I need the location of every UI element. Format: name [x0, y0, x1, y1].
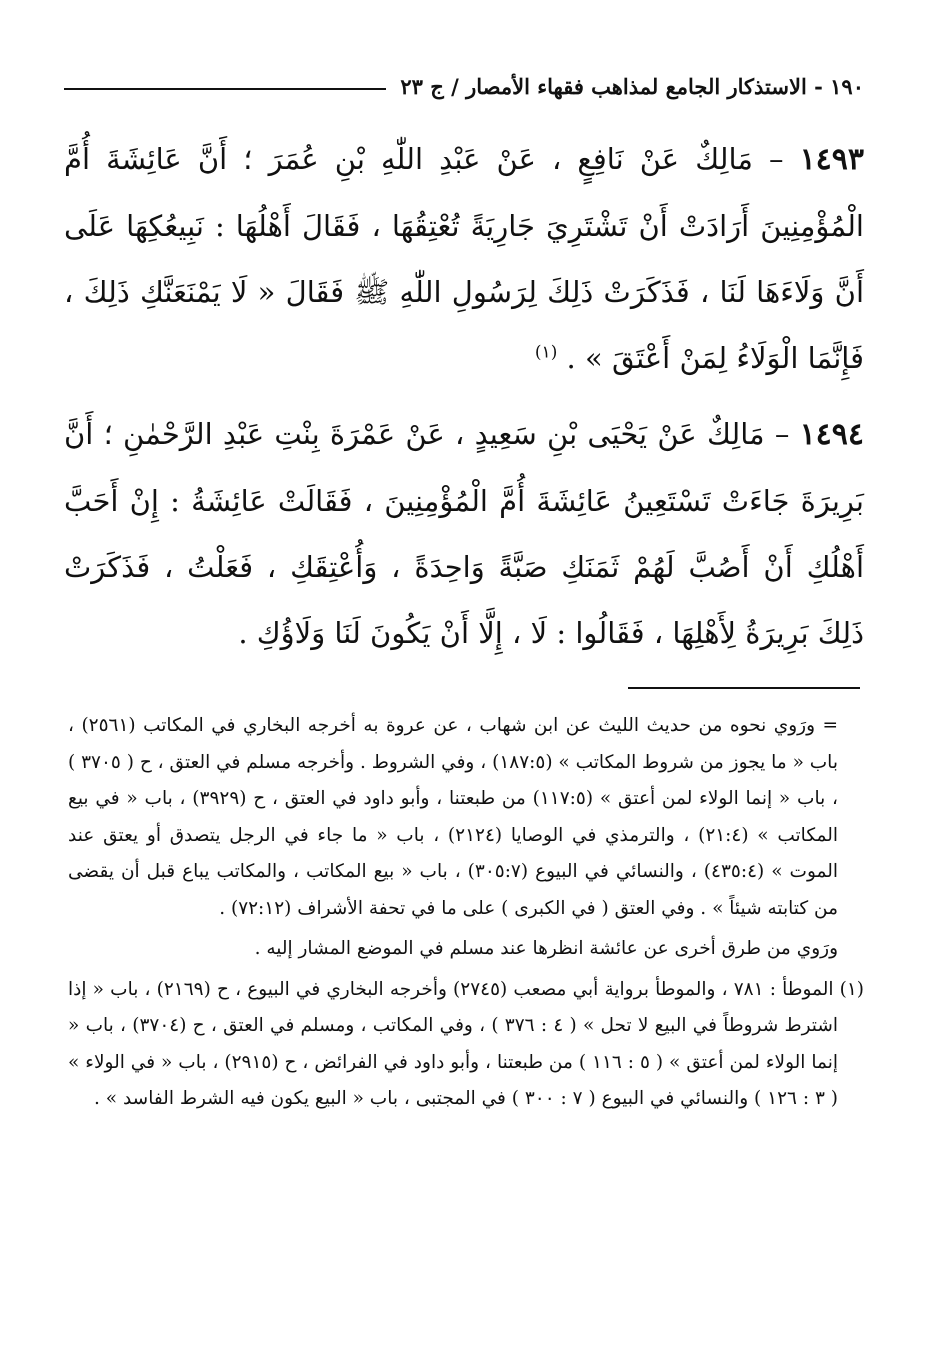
running-title: ١٩٠ - الاستذكار الجامع لمذاهب فقهاء الأمصار / ج ٢٣ — [400, 73, 864, 99]
footnote-1: (١) الموطأ : ٧٨١ ، والموطأ برواية أبي مصعب (٢٧٤٥) وأخرجه البخاري في البيوع ، ح (٢١٦٩) ، باب « إذا اشترط شروطاً في البيع لا تحل » ( ٤ : ٣٧٦ ) ، وفي المكاتب ، ومسلم في العتق ، ح (٣٧٠٤) ، باب « إنما الولاء لمن أعتق » ( ٥ : ١١٦ ) من طبعتنا ، وأبو داود في الفرائض ، ح (٢٩١٥) ، باب « في الولاء » ( ٣ : ١٢٦ ) والنسائي في البيوع ( ٧ : ٣٠٠ ) في المجتبى ، باب « البيع يكون فيه الشرط الفاسد » . — [68, 978, 865, 1109]
header-rule — [64, 88, 386, 90]
hadith-paragraph — [64, 401, 864, 666]
footnotes — [68, 708, 864, 1118]
hadith-number: ١٤٩٣ — [799, 142, 865, 177]
footnote-continuation: = ورَوي نحوه من حديث الليث عن ابن شهاب ، عن عروة به أخرجه البخاري في المكاتب (٢٥٦١) ، باب « ما يجوز من شروط المكاتب » (١٨٧:٥) ، وفي الشروط . وأخرجه مسلم في العتق ، ح ( ٣٧٠٥ ) ، باب « إنما الولاء لمن أعتق » (١١٧:٥) من طبعتنا ، وأبو داود في العتق ، ح (٣٩٢٩) ، باب « في بيع المكاتب » (٢١:٤) ، والترمذي في الوصايا (٢١٢٤) ، باب « ما جاء في الرجل يتصدق أو يعتق عند الموت » (٤٣٥:٤) ، والنسائي في البيوع (٣٠٥:٧) ، باب « بيع المكاتب ، والمكاتب يباع قبل أن يقضى من كتابته شيئاً » . وفي العتق ( في الكبرى ) على ما في تحفة الأشراف (٧٢:١٢) . — [68, 715, 839, 919]
page-header — [64, 66, 864, 106]
hadith-text: – مَالِكٌ عَنْ نَافِعٍ ، عَنْ عَبْدِ اللّٰهِ بْنِ عُمَرَ ؛ أَنَّ عَائِشَةَ أُمَّ الْمُؤْمِنِينَ أَرَادَتْ أَنْ تَشْتَرِيَ جَارِيَةً تُعْتِقُهَا ، فَقَالَ أَهْلُهَا : نَبِيعُكِهَا عَلَى أَنَّ وَلَاءَهَا لَنَا ، فَذَكَرَتْ ذَلِكَ لِرَسُولِ اللّٰهِ ﷺ فَقَالَ « لَا يَمْنَعَنَّكِ ذَلِكَ ، فَإِنَّمَا الْوَلَاءُ لِمَنْ أَعْتَقَ » . — [64, 142, 864, 375]
footnote-separator — [628, 687, 860, 689]
main-text — [64, 126, 864, 666]
hadith-text: – مَالِكٌ عَنْ يَحْيَى بْنِ سَعِيدٍ ، عَنْ عَمْرَةَ بِنْتِ عَبْدِ الرَّحْمٰنِ ؛ أَنَّ بَرِيرَةَ جَاءَتْ تَسْتَعِينُ عَائِشَةَ أُمَّ الْمُؤْمِنِينَ ، فَقَالَتْ عَائِشَةُ : إِنْ أَحَبَّ أَهْلُكِ أَنْ أَصُبَّ لَهُمْ ثَمَنَكِ صَبَّةً وَاحِدَةً ، وَأُعْتِقَكِ ، فَعَلْتُ ، فَذَكَرَتْ ذَلِكَ بَرِيرَةُ لِأَهْلِهَا ، فَقَالُوا : لَا ، إِلَّا أَنْ يَكُونَ لَنَا وَلَاؤُكِ . — [64, 417, 864, 650]
footnote-marker: (١) — [534, 342, 558, 363]
footnote-extra: ورَوي من طرق أخرى عن عائشة انظرها عند مسلم في الموضع المشار إليه . — [254, 938, 838, 959]
hadith-number: ١٤٩٤ — [799, 417, 865, 452]
hadith-paragraph — [64, 126, 864, 391]
